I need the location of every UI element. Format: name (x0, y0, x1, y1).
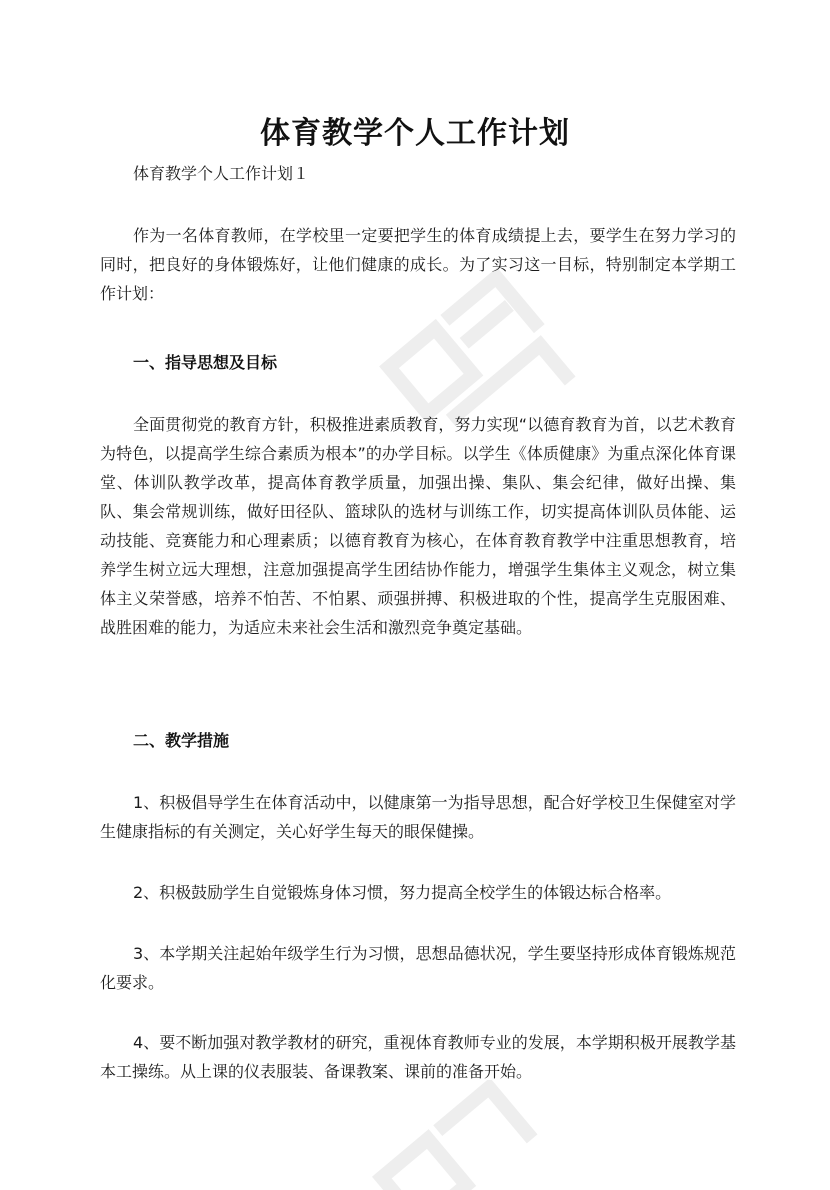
guiding-paragraph: 全面贯彻党的教育方针，积极推进素质教育，努力实现“以德育教育为首，以艺术教育为特色，以提高学生综合素质为根本”的办学目标。以学生《体质健康》为重点深化体育课堂、体训队教学改革，提高体育教学质量，加强出操、集队、集会纪律，做好出操、集队、集会常规训练，做好田径队、篮球队的选材与训练工作，切实提高体训队员体能、运动技能、竞赛能力和心理素质；以德育教育为核心，在体育教育教学中注重思想教育，培养学生树立远大理想，注意加强提高学生团结协作能力，增强学生集体主义观念，树立集体主义荣誉感，培养不怕苦、不怕累、顽强拼搏、积极进取的个性，提高学生克服困难、战胜困难的能力，为适应未来社会生活和激烈竞争奠定基础。 (100, 415, 736, 637)
document-subtitle: 体育教学个人工作计划１ (133, 164, 310, 183)
list-item: 3、本学期关注起始年级学生行为习惯，思想品德状况，学生要坚持形成体育锻炼规范化要求。 (100, 944, 736, 992)
document-title: 体育教学个人工作计划 (260, 116, 570, 151)
intro-paragraph: 作为一名体育教师，在学校里一定要把学生的体育成绩提上去，要学生在努力学习的同时，把良好的身体锻炼好，让他们健康的成长。为了实习这一目标，特别制定本学期工作计划： (100, 226, 736, 303)
section-heading-guiding: 一、指导思想及目标 (133, 353, 278, 372)
list-item: 4、要不断加强对教学教材的研究，重视体育教师专业的发展，本学期积极开展教学基本工操练。从上课的仪表服装、备课教案、课前的准备开始。 (100, 1033, 736, 1081)
list-item: 1、积极倡导学生在体育活动中，以健康第一为指导思想，配合好学校卫生保健室对学生健康指标的有关测定，关心好学生每天的眼保健操。 (100, 793, 736, 841)
section-heading-measures: 二、教学措施 (133, 731, 230, 750)
list-item: 2、积极鼓励学生自觉锻炼身体习惯，努力提高全校学生的体锻达标合格率。 (133, 883, 672, 902)
